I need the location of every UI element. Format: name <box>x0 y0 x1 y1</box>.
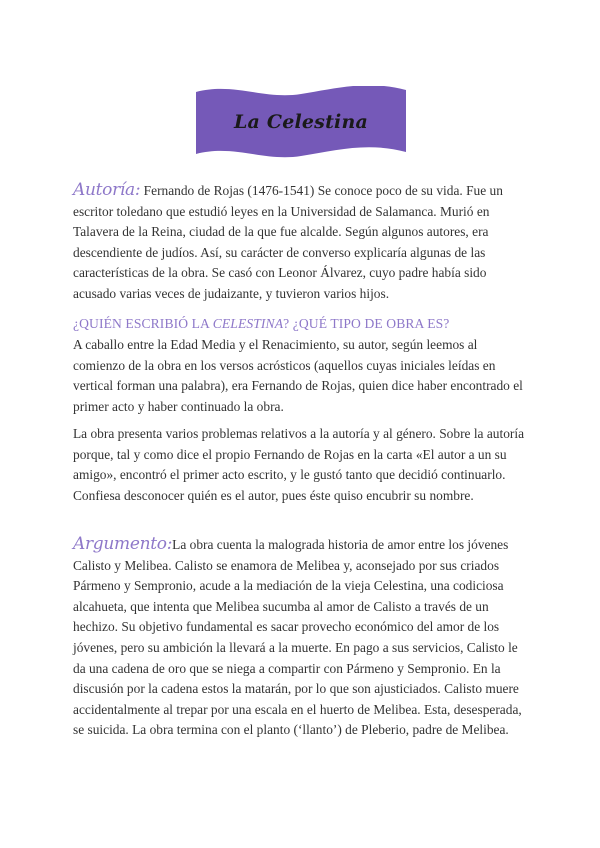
title-banner <box>194 86 408 158</box>
argumento-text: La obra cuenta la malograda historia de amor entre los jóvenes Calisto y Melibea. Calisto se enamora de Melibea y, aconsejado por sus criados Pármeno y Sempronio, acude a la mediación de la vieja Celestina, una codiciosa alcahueta, que intenta que Melibea sucumba al amor de Calisto a través de un hechizo. Su objetivo fundamental es sacar provecho económico del amor de los jóvenes, pero su ambición la llevará a la muerte. En pago a sus servicios, Calisto le da una cadena de oro que se niega a compartir con Pármeno y Sempronio. En la discusión por la cadena estos la matarán, por lo que son ajusticiados. Calisto muere accidentalmente al trepar por una escala en el huerto de Melibea. Esta, desesperada, se suicida. La obra termina con el planto (‘llanto’) de Pleberio, padre de Melibea. <box>73 537 522 738</box>
heading-part2: ? ¿QUÉ TIPO DE OBRA ES? <box>283 316 450 331</box>
autoria-label: Autoría: <box>73 180 141 200</box>
section-heading <box>73 316 525 332</box>
paragraph-problems: La obra presenta varios problemas relativos a la autoría y al género. Sobre la autoría porque, tal y como dice el propio Fernando de Rojas en la carta «El autor a un su amigo», encontró el primer acto escrito, y le gustó tanto que decidió continuarlo. Confiesa desconocer quién es el autor, pues éste quiso encubrir su nombre. <box>73 426 525 503</box>
autoria-text: Fernando de Rojas (1476-1541) Se conoce poco de su vida. Fue un escritor toledano que estudió leyes en la Universidad de Salamanca. Murió en Talavera de la Reina, ciudad de la que fue alcalde. Según algunos autores, era descendiente de judíos. Así, su carácter de converso explicaría algunas de las características de la obra. Se casó con Leonor Álvarez, cuyo padre había sido acusado varias veces de judaizante, y tuvieron varios hijos. <box>73 183 503 301</box>
argumento-paragraph <box>73 534 525 741</box>
document-title: La Celestina <box>233 111 369 133</box>
paragraph-author: A caballo entre la Edad Media y el Renacimiento, su autor, según leemos al comienzo de la obra en los versos acrósticos (aquellos cuyas iniciales leídas en vertical forman una palabra), era Fernando de Rojas, quien dice haber encontrado el primer acto y haber continuado la obra. <box>73 337 523 414</box>
heading-italic: CELESTINA <box>212 316 284 331</box>
heading-part1: ¿QUIÉN ESCRIBIÓ LA <box>73 316 213 331</box>
autoria-paragraph <box>73 180 525 305</box>
argumento-label: Argumento: <box>73 534 173 554</box>
